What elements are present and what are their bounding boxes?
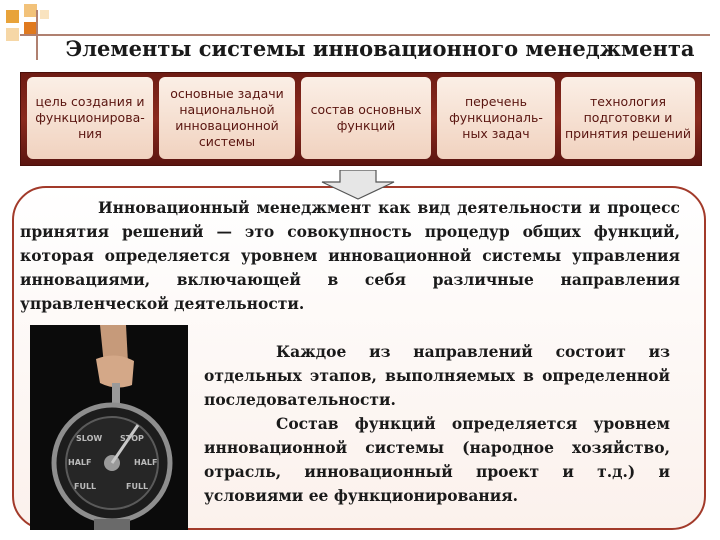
- svg-text:HALF: HALF: [134, 458, 158, 467]
- functions-composition-paragraph: Состав функций определяется уровнем инновационной системы (народное хозяйство, отрасль, инновационный проект и т.д.) и условиями ее функционирования.: [204, 414, 670, 505]
- svg-text:STOP: STOP: [120, 434, 144, 443]
- corner-square: [40, 10, 49, 19]
- element-box-goal: цель создания и функционирова-ния: [27, 77, 153, 159]
- corner-square: [6, 10, 19, 23]
- corner-square: [6, 28, 19, 41]
- title-rule-vertical: [36, 10, 38, 60]
- element-box-tasks: основные задачи национальной инновационной системы: [159, 77, 295, 159]
- definition-text: Инновационный менеджмент как вид деятельности и процесс принятия решений — это совокупность процедур общих функций, которая определяется уровнем инновационной системы управления инновациями, включающей в себя различные направления управленческой деятельности.: [20, 198, 680, 313]
- element-box-decision-technology: технология подготовки и принятия решений: [561, 77, 695, 159]
- stages-paragraph: Каждое из направлений состоит из отдельных этапов, выполняемых в определенной последовательности.: [204, 342, 670, 409]
- elements-bar: [20, 72, 702, 166]
- svg-text:FULL: FULL: [74, 482, 97, 491]
- svg-text:SLOW: SLOW: [76, 434, 103, 443]
- element-box-functions: состав основных функций: [301, 77, 431, 159]
- functions-text: [204, 340, 670, 508]
- slide-title: Элементы системы инновационного менеджмента: [65, 36, 695, 61]
- svg-text:HALF: HALF: [68, 458, 92, 467]
- ship-telegraph-icon: [30, 325, 188, 530]
- element-box-functional-tasks: перечень функциональ-ных задач: [437, 77, 555, 159]
- svg-text:FULL: FULL: [126, 482, 149, 491]
